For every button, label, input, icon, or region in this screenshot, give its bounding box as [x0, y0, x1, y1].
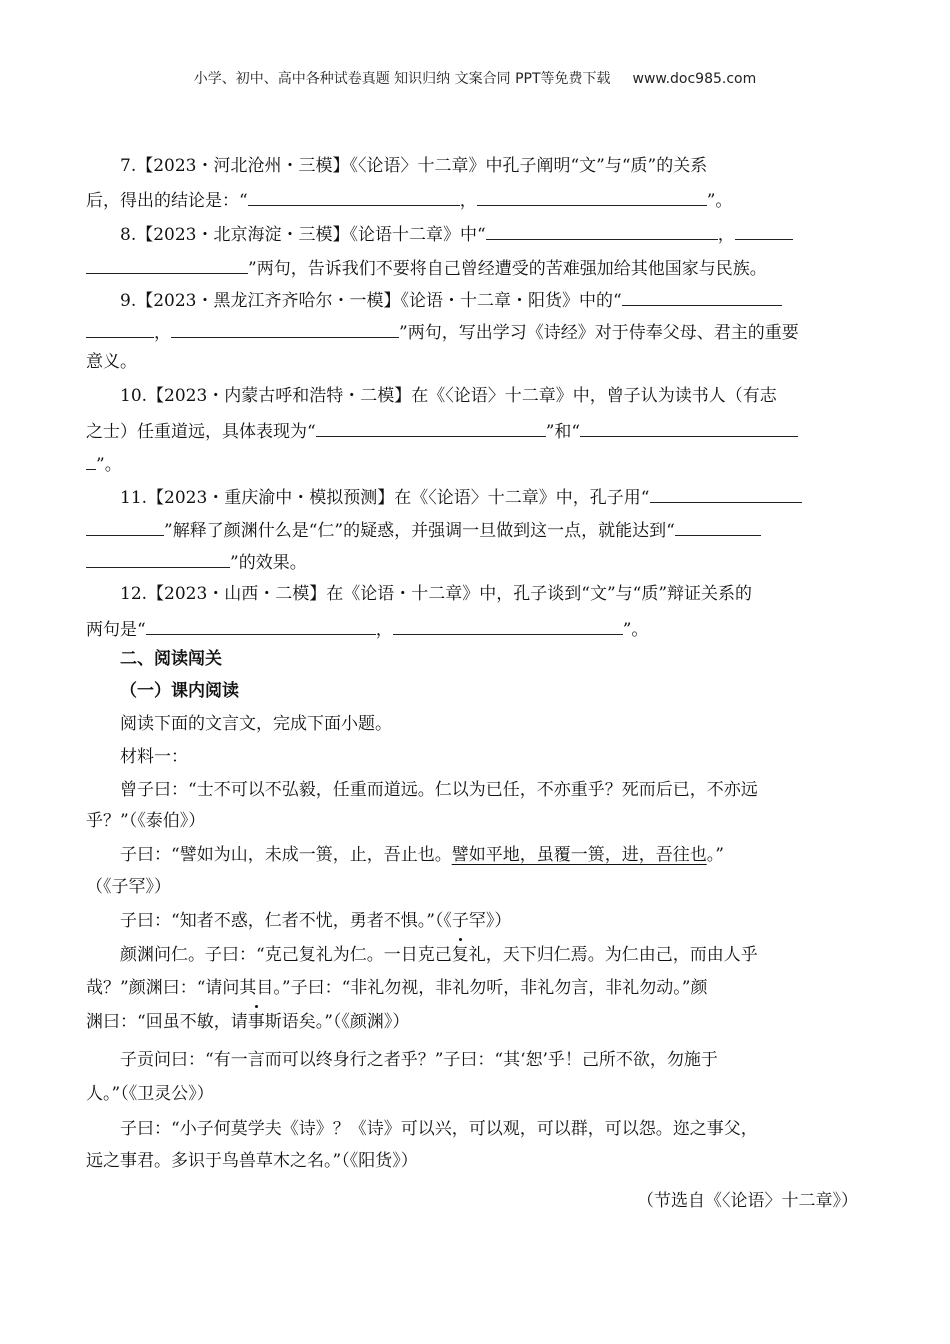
q10-line2: 之士）任重道远，具体表现为“ ”和“ [86, 421, 798, 441]
q10-line1: 10.【2023・内蒙古呼和浩特・二模】在《〈论语〉十二章》中，曾子认为读书人（有志 [120, 386, 777, 406]
answer-blank[interactable] [146, 619, 376, 635]
passage-line: 子贡问曰：“有一言而可以终身行之者乎？”子曰：“其‘恕’乎！己所不欲，勿施于 [120, 1050, 718, 1070]
answer-blank[interactable] [171, 322, 399, 338]
q11-line1: 11.【2023・重庆渝中・模拟预测】在《〈论语〉十二章》中，孔子用“ [120, 487, 802, 507]
answer-blank[interactable] [86, 322, 154, 338]
passage-line: 哉？”颜渊曰：“请问其目。”子曰：“非礼勿视，非礼勿听，非礼勿言，非礼勿动。”颜 [86, 978, 708, 998]
q9-line3: 意义。 [86, 352, 137, 372]
section-heading: 二、阅读闯关 [120, 649, 222, 669]
passage-line: 颜渊问仁。子曰：“克己复礼为仁。一日克己复礼，天下归仁焉。为仁由己，而由人乎 [120, 945, 758, 965]
answer-blank[interactable] [477, 190, 707, 206]
passage-line: 子曰：“知者不惑，仁者不忧，勇者不惧。”（《子罕》） [120, 911, 512, 931]
emphasized-char: 事 [247, 1012, 265, 1032]
subsection-heading: （一）课内阅读 [120, 681, 239, 701]
q12-line2: 两句是“ ， ”。 [86, 620, 649, 640]
instruction: 阅读下面的文言文，完成下面小题。 [120, 714, 392, 734]
answer-blank[interactable] [675, 520, 761, 536]
answer-blank[interactable] [86, 454, 96, 470]
q9-line1: 9.【2023・黑龙江齐齐哈尔・一模】《论语・十二章・阳货》中的“ [120, 290, 782, 310]
answer-blank[interactable] [486, 224, 718, 240]
q7-line1: 7.【2023・河北沧州・三模】《〈论语〉十二章》中孔子阐明“文”与“质”的关系 [120, 156, 708, 176]
answer-blank[interactable] [86, 258, 248, 274]
header-site: www.doc985.com [632, 71, 757, 87]
passage-line: 子曰：“譬如为山，未成一篑，止，吾止也。譬如平地，虽覆一篑，进，吾往也。” [120, 845, 724, 865]
answer-blank[interactable] [248, 190, 460, 206]
passage-line: 人。”（《卫灵公》） [86, 1084, 214, 1104]
answer-blank[interactable] [393, 619, 623, 635]
emphasized-char: 复 [451, 945, 469, 965]
q8-line1: 8.【2023・北京海淀・三模】《论语十二章》中“ ， [120, 224, 793, 244]
page-header [0, 68, 950, 88]
answer-blank[interactable] [316, 421, 546, 437]
header-text: 小学、初中、高中各种试卷真题 知识归纳 文案合同 PPT等免费下载 [193, 71, 611, 87]
q11-line3: ”的效果。 [86, 552, 307, 572]
q8-line2: ”两句，告诉我们不要将自己曾经遭受的苦难强加给其他国家与民族。 [86, 258, 767, 278]
passage-line: 曾子曰：“士不可以不弘毅，任重而道远。仁以为已任，不亦重乎？死而后已，不亦远 [120, 780, 758, 800]
underlined-sentence: 譬如平地，虽覆一篑，进，吾往也 [451, 845, 707, 865]
passage-line: （《子罕》） [86, 877, 171, 897]
passage-line: 渊曰：“回虽不敏，请事斯语矣。”（《颜渊》） [86, 1012, 410, 1032]
answer-blank[interactable] [735, 224, 793, 240]
answer-blank[interactable] [86, 552, 230, 568]
passage-line: 子曰：“小子何莫学夫《诗》？《诗》可以兴，可以观，可以群，可以怨。迩之事父， [120, 1119, 758, 1139]
passage-line: 远之事君。多识于鸟兽草木之名。”（《阳货》） [86, 1151, 418, 1171]
q9-line2: ， ”两句，写出学习《诗经》对于侍奉父母、君主的重要 [86, 322, 799, 342]
passage-line: 乎？”（《泰伯》） [86, 811, 206, 831]
answer-blank[interactable] [650, 487, 802, 503]
q11-line2: ”解释了颜渊什么是“仁”的疑惑，并强调一旦做到这一点，就能达到“ [86, 520, 761, 540]
q10-line3: ”。 [86, 454, 122, 474]
source-note: （节选自《〈论语〉十二章》） [637, 1191, 858, 1211]
answer-blank[interactable] [86, 520, 164, 536]
q12-line1: 12.【2023・山西・二模】在《论语・十二章》中，孔子谈到“文”与“质”辩证关系的 [120, 584, 753, 604]
answer-blank[interactable] [580, 421, 798, 437]
q7-line2: 后，得出的结论是：“ ， ”。 [86, 191, 733, 211]
material-label: 材料一： [120, 747, 188, 767]
answer-blank[interactable] [622, 290, 782, 306]
